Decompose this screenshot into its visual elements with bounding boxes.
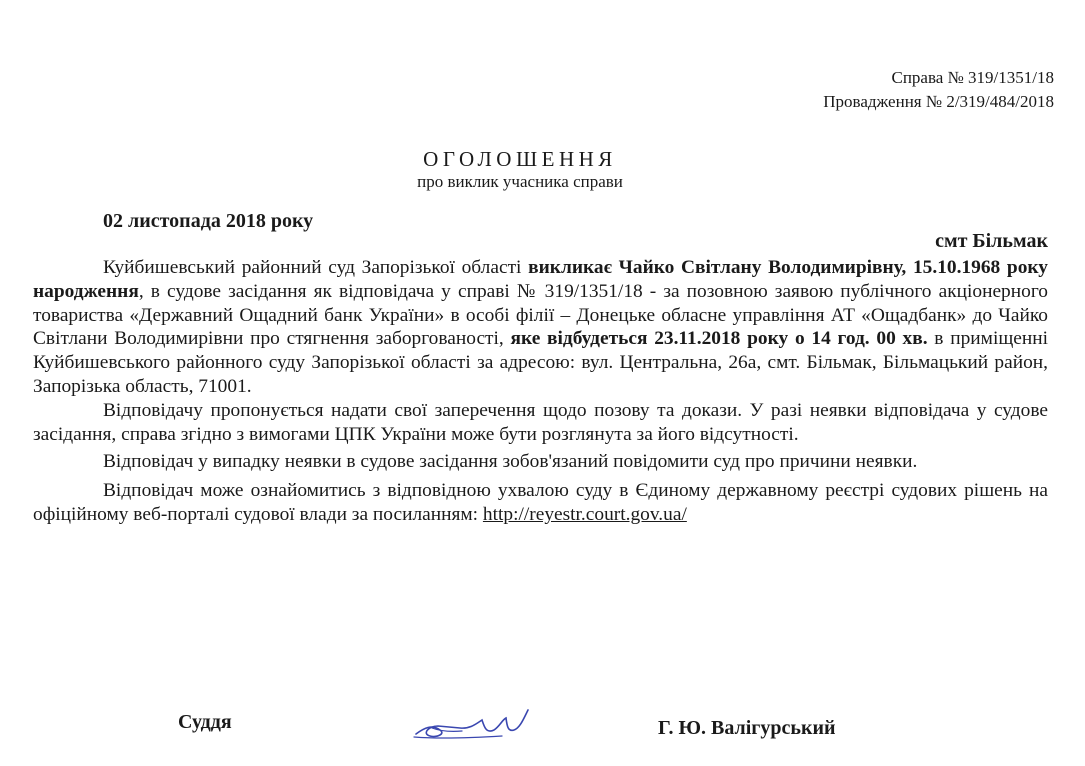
court-name-text: Куйбишевський районний суд Запорізької області xyxy=(103,257,529,278)
judge-label: Суддя xyxy=(178,711,232,733)
paragraph-summons xyxy=(33,256,1048,399)
paragraph-registry xyxy=(33,479,1048,527)
judge-name: Г. Ю. Валігурський xyxy=(658,717,836,739)
announcement-body xyxy=(33,256,1048,527)
case-reference xyxy=(823,66,1054,114)
summoned-person: викликає Чайко Світлану Володимирівну, 15.10.1968 року народження xyxy=(33,257,1048,302)
document-date: 02 листопада 2018 року xyxy=(103,210,314,232)
title-block xyxy=(0,146,1040,192)
document-title: ОГОЛОШЕННЯ xyxy=(423,147,617,171)
document-place: смт Більмак xyxy=(935,230,1048,252)
case-details-text: , в судове засідання як відповідача у справі № 319/1351/18 - за позовною заявою публічного акціонерного товариства «Державний Ощадний банк України» в особі філії – Донецьке обласне управління АТ «Ощадбанк» до Чайко Світлани Володимирівни про стягнення заборгованості, xyxy=(33,280,1048,350)
handwritten-signature xyxy=(410,706,540,746)
paragraph-objections: Відповідачу пропонується надати свої заперечення щодо позову та докази. У разі неявки відповідача у судове засідання, справа згідно з вимогами ЦПК України може бути розглянута за його відсутності. xyxy=(33,399,1048,445)
registry-text: Відповідач може ознайомитись з відповідною ухвалою суду в Єдиному державному реєстрі судових рішень на офіційному веб-порталі судової влади за посиланням: xyxy=(33,480,1048,525)
hearing-datetime: яке відбудеться 23.11.2018 року о 14 год. 00 хв. xyxy=(510,328,928,350)
case-number: Справа № 319/1351/18 xyxy=(891,68,1054,87)
registry-link[interactable]: http://reyestr.court.gov.ua/ xyxy=(482,503,687,525)
document-subtitle: про виклик учасника справи xyxy=(417,172,623,191)
proceeding-number: Провадження № 2/319/484/2018 xyxy=(823,92,1054,111)
paragraph-absence-notice: Відповідач у випадку неявки в судове засідання зобов'язаний повідомити суд про причини неявки. xyxy=(103,451,918,473)
court-address-text: в приміщенні Куйбишевського районного суду Запорізької області за адресою: вул. Центральна, 26а, смт. Більмак, Більмацький район, Запорізька область, 71001. xyxy=(33,328,1049,397)
